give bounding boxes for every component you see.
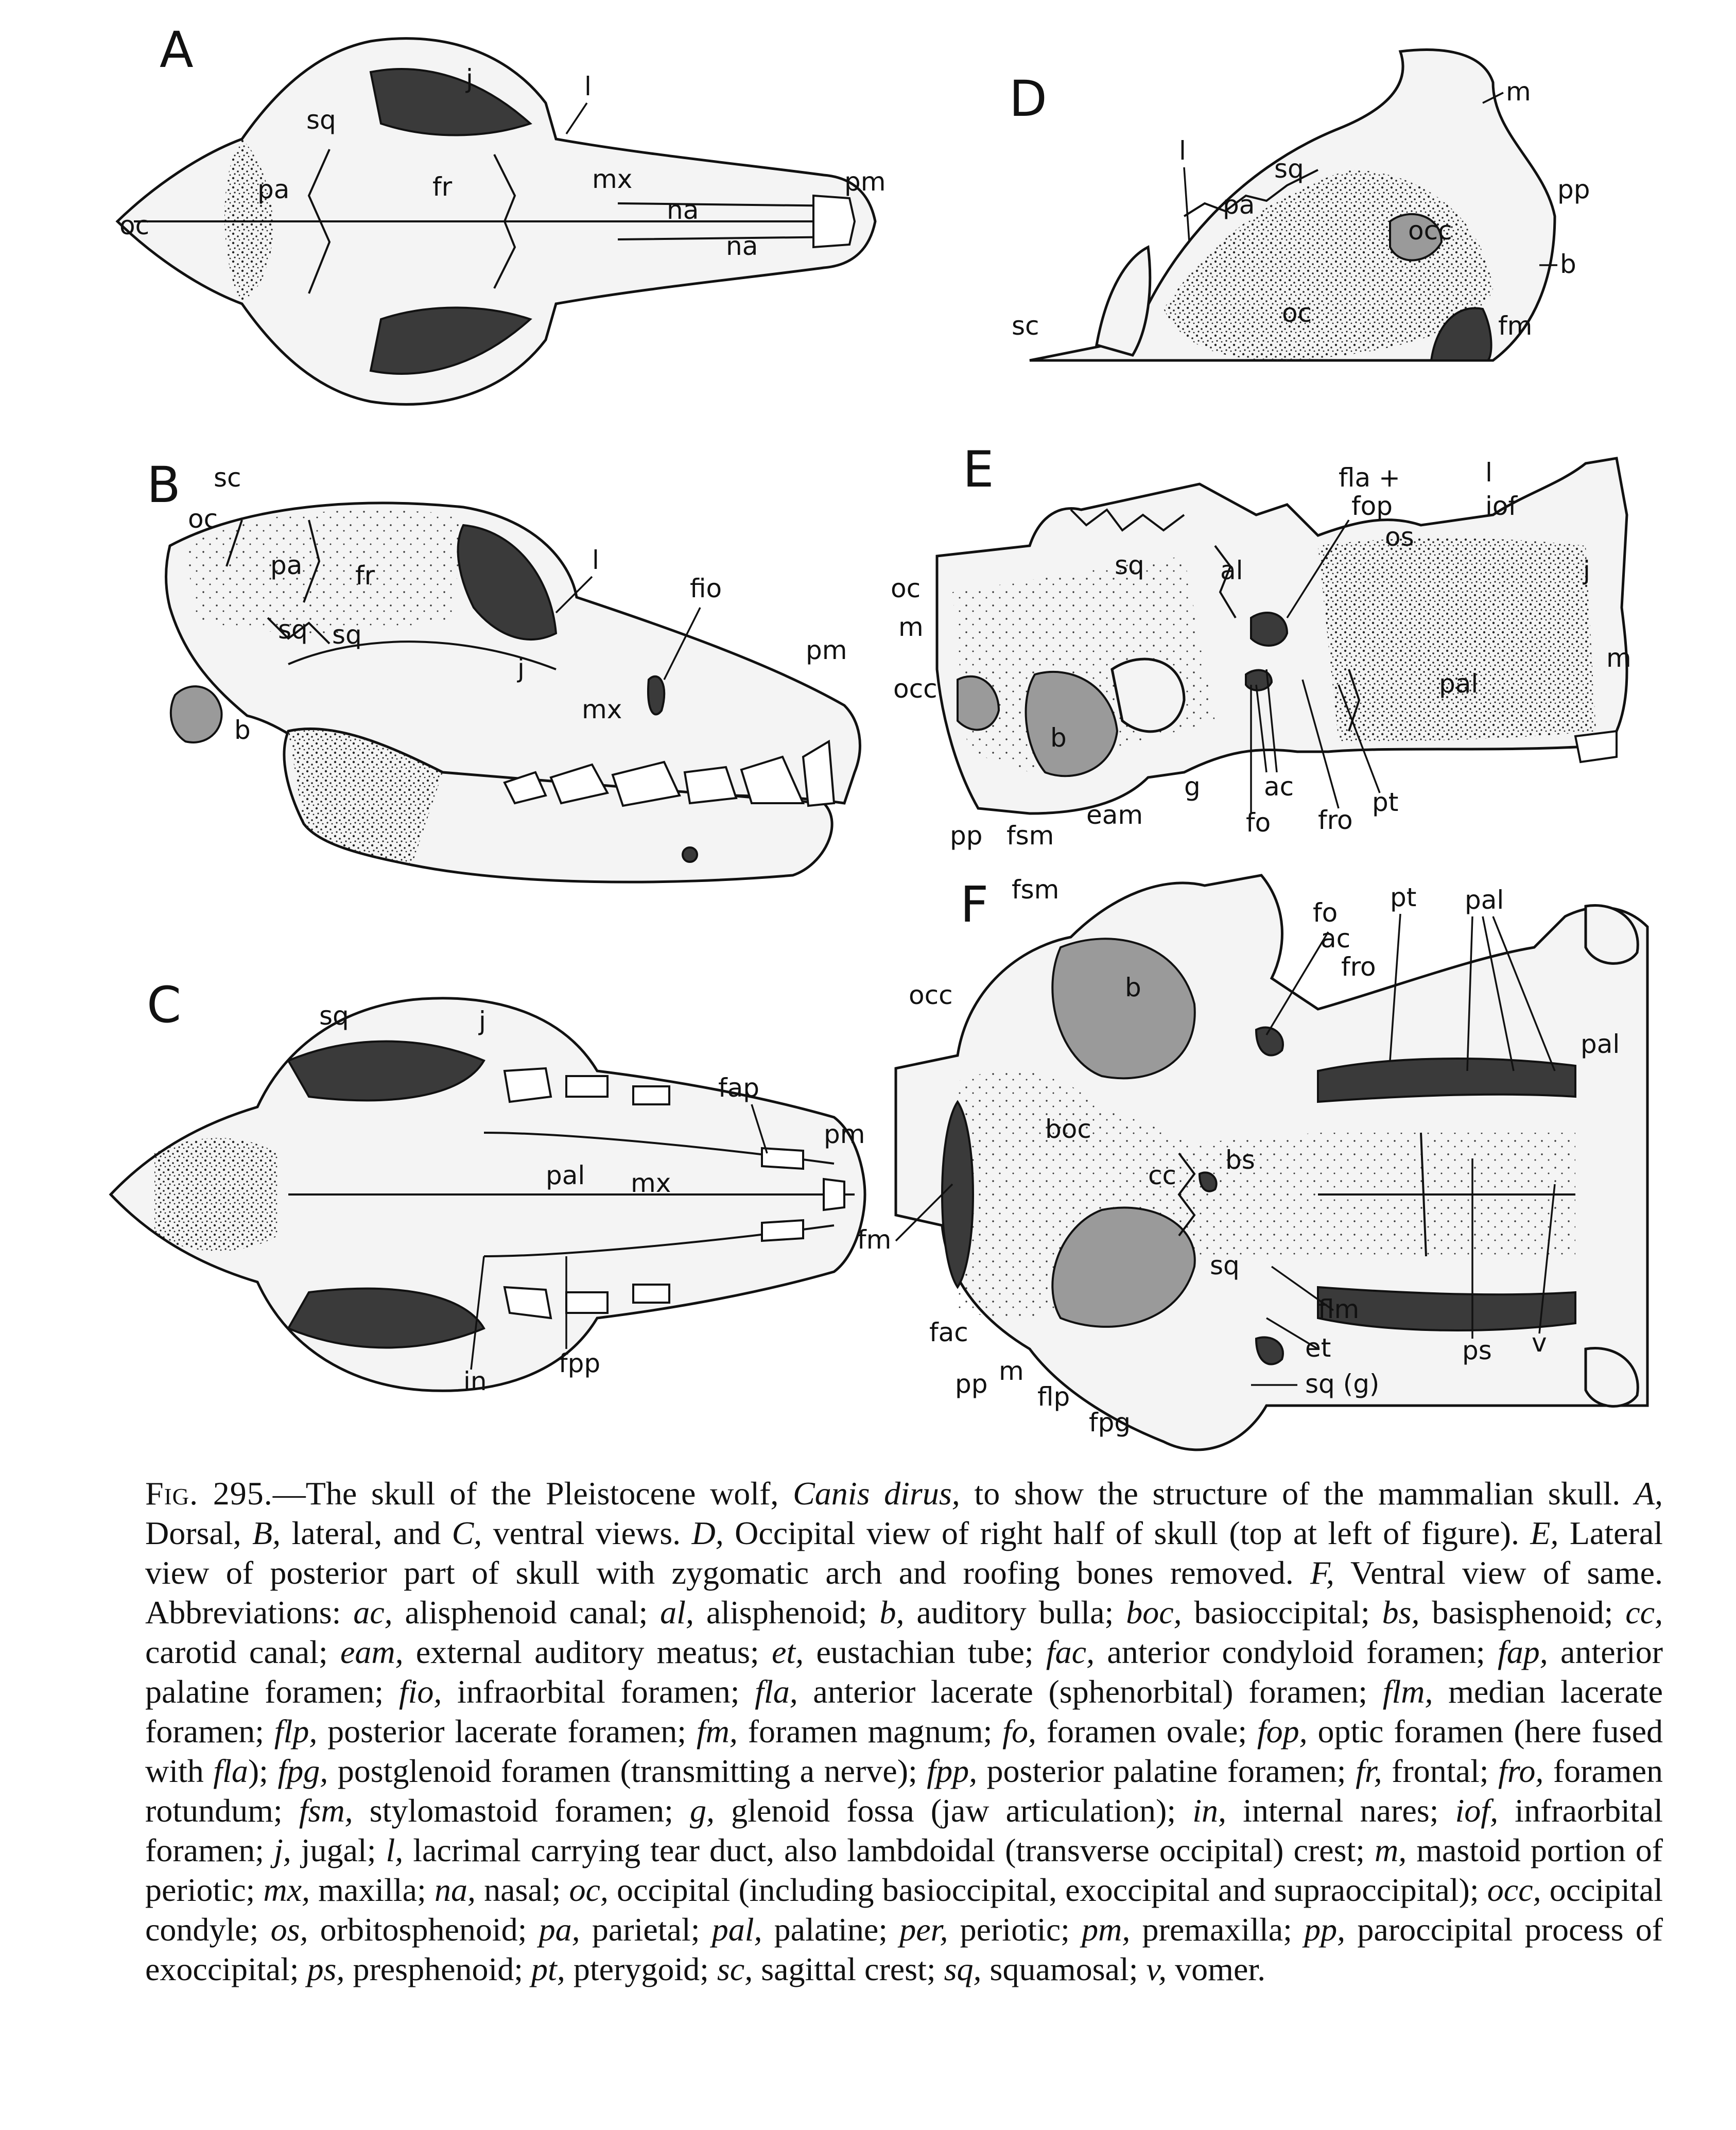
panel-a-label-l: l [584,72,592,101]
panel-f-label-ac: ac [1321,924,1351,954]
caption-abbreviation-term: fr, [1356,1753,1382,1789]
panel-c-basicranium-shading [154,1138,278,1251]
caption-abbreviation-term: pt, [531,1951,565,1987]
panel-f-label-bs: bs [1225,1145,1255,1175]
panel-d-label-fm: fm [1498,311,1533,341]
caption-abbreviation-term: et, [771,1634,804,1670]
panel-e-label-fla: fla + [1339,463,1400,493]
caption-abbreviation-term: sq, [944,1951,982,1987]
panel-d-label-b: b [1560,249,1576,279]
panel-f-label-fm: fm [857,1225,892,1255]
caption-abbreviation-definition: auditory bulla; [904,1594,1126,1631]
caption-intro-1: —The skull of the Pleistocene wolf, [272,1475,793,1512]
caption-abbreviation-term: g, [690,1792,715,1829]
caption-abbreviation-definition: pterygoid; [565,1951,717,1987]
panel-e-label-pt: pt [1372,787,1399,817]
panel-f-foramen-magnum [942,1102,973,1287]
caption-view-definition: lateral, and [281,1515,452,1551]
panel-f-label-et: et [1305,1333,1331,1363]
panel-c-label-mx: mx [631,1168,671,1198]
panel-f-label-v: v [1532,1328,1547,1358]
caption-abbreviation-definition: frontal; [1382,1753,1499,1789]
caption-abbreviation-term: b, [879,1594,905,1631]
caption-abbreviation-term: fop, [1257,1713,1308,1750]
caption-abbreviation-definition: parietal; [580,1911,712,1948]
caption-view-term: D, [691,1515,724,1551]
figure-caption [145,1474,1663,1989]
caption-abbreviation-term: pa, [539,1911,580,1948]
panel-c-label-j: j [479,1006,486,1036]
panel-d-label-pp: pp [1557,175,1590,204]
panel-b-label-b: b [234,715,251,745]
panel-a-dorsal-view [117,21,886,404]
panel-c-label-fap: fap [718,1073,759,1103]
caption-abbreviation-definition: paroccipital process of exoccipital; [145,1911,1663,1987]
caption-abbreviation-term: in, [1192,1792,1226,1829]
panel-a-label-fr: fr [432,172,453,202]
panel-e-letter: E [963,441,994,498]
panel-e-label-m-1: m [898,612,924,642]
panel-e-label-fo: fo [1246,808,1271,838]
panel-e-label-ac: ac [1264,772,1294,802]
panel-c-letter: C [147,976,182,1034]
caption-abbreviation-term: l, [386,1832,404,1868]
caption-abbreviation-term: occ, [1487,1872,1541,1908]
panel-c-ventral-view [111,976,865,1396]
panel-a-label-na-1: na [667,195,699,225]
caption-abbreviation-definition: anterior lacerate (sphenorbital) foramen; [797,1673,1383,1710]
panel-e-label-sq: sq [1115,550,1144,580]
caption-fig-number: Fig. 295. [145,1475,273,1512]
panel-b-label-mx: mx [582,695,622,724]
caption-abbreviation-definition: lacrimal carrying tear duct, also lambdoidal (transverse occipital) crest; [403,1832,1375,1868]
panel-f-letter: F [960,876,989,933]
caption-abbreviation-term: j, [273,1832,291,1868]
caption-abbreviation-definition: mastoid portion of periotic; [145,1832,1663,1908]
panel-b-label-pm: pm [806,635,847,665]
panel-b-label-pa: pa [270,550,303,580]
caption-abbreviation-term: bs, [1382,1594,1420,1631]
caption-abbreviation-definition: foramen ovale; [1036,1713,1257,1750]
panel-d-label-l: l [1179,136,1186,166]
panel-f-label-sq: sq [1210,1251,1240,1280]
caption-abbreviation-definition: jugal; [291,1832,386,1868]
panel-f-label-fo: fo [1313,898,1338,928]
panel-f-label-pt: pt [1390,882,1417,912]
panel-f-label-b: b [1125,973,1141,1002]
panel-f-ventral-posterior-view [857,875,1647,1450]
panel-d-label-m: m [1506,77,1531,107]
panel-e-label-occ: occ [893,674,938,704]
panel-d-letter: D [1009,70,1047,128]
panel-f-label-pal-1: pal [1465,885,1504,915]
panel-b-label-oc: oc [188,504,218,534]
caption-abbreviation-definition: sagittal crest; [753,1951,944,1987]
caption-abbreviation-definition: external auditory meatus; [403,1634,772,1670]
panel-f-label-fac: fac [929,1318,968,1347]
panel-e-palatine-shading [1318,538,1596,741]
caption-abbreviation-definition: periotic; [948,1911,1082,1948]
caption-abbreviation-term: pp, [1304,1911,1346,1948]
caption-abbreviation-definition: carotid canal; [145,1634,340,1670]
caption-abbreviation-definition: basisphenoid; [1419,1594,1626,1631]
caption-abbreviation-definition: foramen rotundum; [145,1753,1663,1829]
caption-abbreviation-term: fla [213,1753,248,1789]
caption-abbreviation-definition: squamosal; [981,1951,1147,1987]
caption-abbreviation-definition: palatine; [762,1911,900,1948]
caption-abbreviation-term: fo, [1002,1713,1036,1750]
caption-abbreviation-term: fsm, [299,1792,353,1829]
panel-a-leader-l [566,103,587,134]
panel-b-bulla [171,686,222,742]
caption-abbreviation-term: ac, [353,1594,393,1631]
caption-abbreviation-definition: anterior palatine foramen; [145,1634,1663,1710]
panel-f-label-ps: ps [1462,1336,1492,1365]
panel-a-label-na-2: na [726,231,758,261]
caption-view-term: F, [1310,1554,1334,1591]
panel-e-label-fro: fro [1318,805,1353,835]
caption-abbreviation-list [145,1594,1663,1987]
caption-abbreviation-term: al, [660,1594,694,1631]
caption-species: Canis dirus, [793,1475,960,1512]
caption-abbreviation-term: fpg, [277,1753,328,1789]
caption-abbreviation-definition: presphenoid; [344,1951,532,1987]
panel-e-teeth [1575,731,1617,762]
panel-f-label-pal-2: pal [1581,1029,1620,1059]
panel-f-label-fsm: fsm [1012,875,1060,905]
panel-d-label-sq: sq [1274,154,1304,184]
caption-view-definition: Occipital view of right half of skull (top at left of figure). [723,1515,1531,1551]
panel-e-label-b: b [1050,723,1067,753]
caption-view-definition: Ventral view of same. [1334,1554,1663,1591]
panel-b-label-sc: sc [214,463,241,493]
caption-view-term: A, [1634,1475,1663,1512]
caption-view-definition: Dorsal, [145,1515,253,1551]
panel-b-label-sq-1: sq [278,615,308,645]
panel-b-label-fr: fr [355,561,375,591]
caption-abbreviation-term: flm, [1382,1673,1433,1710]
caption-abbreviation-definition: posterior lacerate foramen; [317,1713,697,1750]
caption-abbreviation-term: mx, [263,1872,310,1908]
caption-abbr-heading: Abbreviations: [145,1594,354,1631]
caption-abbreviation-term: fpp, [927,1753,978,1789]
caption-abbreviation-definition: vomer. [1167,1951,1266,1987]
caption-abbreviation-term: ps, [307,1951,345,1987]
caption-abbreviation-definition: infraorbital foramen; [145,1792,1663,1868]
caption-abbreviation-term: eam, [340,1634,404,1670]
caption-abbreviation-term: fla, [755,1673,798,1710]
panel-f-label-flm: flm [1318,1294,1360,1324]
panel-f-label-flp: flp [1037,1382,1070,1412]
panel-b-letter: B [147,456,181,514]
panel-f-label-sq-g: sq (g) [1305,1369,1380,1399]
caption-abbreviation-term: per, [899,1911,948,1948]
panel-f-label-m: m [999,1356,1024,1386]
panel-e-label-iof: iof [1485,491,1518,521]
caption-abbreviation-term: fio, [398,1673,442,1710]
caption-intro-2: to show the structure of the mammalian skull. [960,1475,1635,1512]
caption-view-term: B, [252,1515,281,1551]
panel-e-label-fsm: fsm [1006,821,1054,851]
caption-abbreviation-term: iof, [1455,1792,1499,1829]
caption-view-definition: Lateral view of posterior part of skull with zygomatic arch and roofing bones removed. [145,1515,1663,1591]
panel-a-letter: A [160,21,194,79]
caption-abbreviation-definition: alisphenoid canal; [392,1594,661,1631]
panel-f-label-boc: boc [1045,1114,1091,1144]
caption-abbreviation-term: m, [1375,1832,1407,1868]
caption-abbreviation-definition: alisphenoid; [693,1594,880,1631]
caption-abbreviation-term: sc, [717,1951,753,1987]
panel-d-label-oc: oc [1282,298,1312,328]
panel-a-incisors [813,196,855,247]
panel-a-label-pm: pm [844,167,886,197]
panel-d-label-pa: pa [1223,190,1255,220]
caption-abbreviation-definition: premaxilla; [1130,1911,1305,1948]
caption-abbreviation-term: cc, [1625,1594,1663,1631]
panel-a-label-pa: pa [257,175,290,204]
panel-e-label-os: os [1385,522,1414,552]
panel-d-label-sc: sc [1012,311,1039,341]
caption-abbreviation-term: fac, [1046,1634,1095,1670]
caption-abbreviation-term: os, [270,1911,308,1948]
panel-f-label-pp: pp [955,1369,988,1399]
panel-f-label-occ: occ [909,980,953,1010]
caption-abbreviation-definition: internal nares; [1226,1792,1455,1829]
panel-b-cranium-shading [185,510,463,633]
caption-abbreviation-term: v, [1146,1951,1167,1987]
caption-abbreviation-definition: postglenoid foramen (transmitting a nerve); [328,1753,927,1789]
panel-f-label-cc: cc [1148,1161,1176,1190]
caption-abbreviation-term: na, [434,1872,476,1908]
caption-abbreviation-term: pm, [1082,1911,1131,1948]
panel-e-label-g: g [1184,772,1201,802]
caption-abbreviation-definition: anterior condyloid foramen; [1095,1634,1498,1670]
panel-e-label-al: al [1220,556,1243,585]
caption-abbreviation-definition: infraorbital foramen; [442,1673,755,1710]
panel-e-label-pal: pal [1439,669,1479,699]
caption-abbreviation-term: fm, [696,1713,738,1750]
caption-abbreviation-term: oc, [569,1872,609,1908]
caption-abbreviation-definition: median lacerate foramen; [145,1673,1663,1750]
panel-e-lateral-posterior-view [891,441,1631,851]
panel-a-label-oc: oc [119,211,150,240]
panel-b-label-l: l [592,545,599,575]
panel-e-label-m-2: m [1606,643,1631,673]
caption-view-definition: ventral views. [482,1515,692,1551]
panel-f-label-fro: fro [1341,952,1376,982]
panel-a-label-j: j [466,64,473,94]
caption-abbreviation-definition: occipital (including basioccipital, exoccipital and supraoccipital); [608,1872,1487,1908]
caption-abbreviation-definition: basioccipital; [1182,1594,1382,1631]
panel-e-label-eam: eam [1086,800,1143,830]
caption-paragraph [145,1474,1663,1989]
caption-abbreviation-definition: optic foramen (here fused with [145,1713,1663,1789]
caption-abbreviation-definition: maxilla; [310,1872,435,1908]
panel-e-glenoid [1112,659,1184,732]
panel-b-label-sq-2: sq [332,620,362,650]
panel-e-label-oc: oc [891,574,921,603]
caption-abbreviation-definition: glenoid fossa (jaw articulation); [715,1792,1193,1829]
panel-a-label-mx: mx [592,164,633,194]
panel-c-label-pm: pm [824,1119,865,1149]
caption-abbreviation-term: fap, [1497,1634,1548,1670]
panel-d-leader-l [1184,167,1189,242]
panel-b-lateral-view [147,456,860,882]
caption-abbreviation-term: boc, [1126,1594,1182,1631]
panel-d-label-occ: occ [1408,216,1452,246]
caption-abbreviation-definition: orbitosphenoid; [308,1911,539,1948]
panel-e-label-pp: pp [950,821,983,851]
panel-d-occipital-view [1009,50,1590,360]
caption-view-term: E, [1530,1515,1559,1551]
caption-abbreviation-definition: posterior palatine foramen; [977,1753,1356,1789]
panel-b-infraorbital-foramen [648,677,664,715]
caption-abbreviation-term: pal, [711,1911,762,1948]
caption-abbreviation-term: fro, [1498,1753,1544,1789]
panel-c-label-sq: sq [319,1001,349,1031]
panel-a-label-sq: sq [306,105,336,135]
caption-abbreviation-definition: ); [248,1753,278,1789]
panel-b-mental-foramen [683,847,697,862]
caption-abbreviation-term: flp, [274,1713,318,1750]
caption-abbreviation-definition: eustachian tube; [804,1634,1046,1670]
panel-c-label-fpp: fpp [559,1348,601,1378]
panel-c-label-in: in [463,1366,487,1396]
panel-e-label-l: l [1485,458,1492,488]
caption-abbreviation-definition: foramen magnum; [737,1713,1003,1750]
caption-abbreviation-definition: nasal; [475,1872,569,1908]
panel-e-label-fop: fop [1351,491,1393,521]
panel-b-label-fio: fio [690,574,722,603]
panel-e-label-j: j [1583,556,1590,585]
caption-abbreviation-definition: occipital condyle; [145,1872,1663,1948]
panel-f-label-fpg: fpg [1089,1408,1131,1438]
caption-view-term: C, [452,1515,482,1551]
panel-c-label-pal: pal [546,1161,585,1190]
caption-abbreviation-definition: stylomastoid foramen; [353,1792,690,1829]
panel-b-label-j: j [517,653,525,683]
